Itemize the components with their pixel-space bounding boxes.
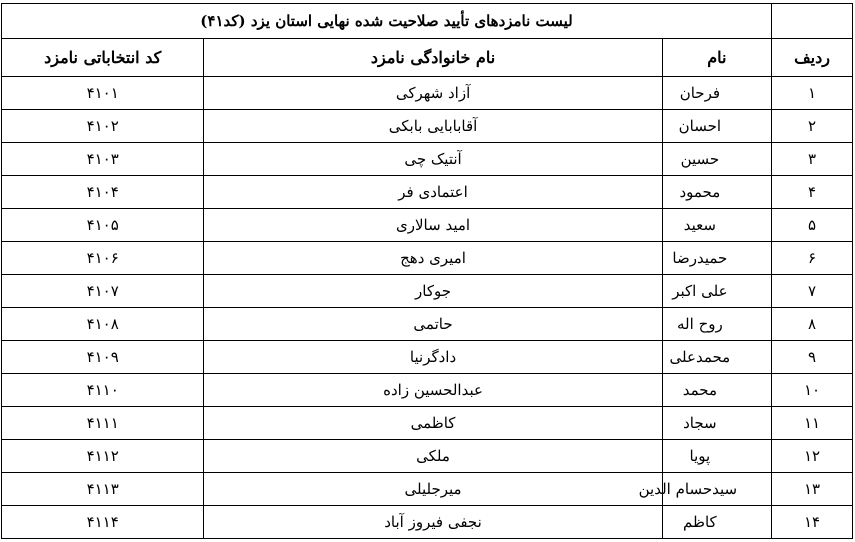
header-family: نام خانوادگی نامزد bbox=[204, 39, 662, 77]
table-row bbox=[2, 506, 853, 539]
table-row bbox=[2, 440, 853, 473]
row-name-cell: محمد bbox=[662, 374, 771, 407]
row-family-cell: آزاد شهرکی bbox=[204, 77, 662, 110]
row-family-cell: آقابابایی بابکی bbox=[204, 110, 662, 143]
row-radif-cell: ۹ bbox=[772, 341, 853, 374]
row-family-cell: حاتمی bbox=[204, 308, 662, 341]
row-radif-cell: ۱۳ bbox=[772, 473, 853, 506]
row-code-cell: ۴۱۰۱ bbox=[2, 77, 204, 110]
table-row bbox=[2, 143, 853, 176]
table-row bbox=[2, 473, 853, 506]
row-family-cell: آنتیک چی bbox=[204, 143, 662, 176]
row-name-cell: حمیدرضا bbox=[662, 242, 771, 275]
row-radif-cell: ۳ bbox=[772, 143, 853, 176]
row-code-cell: ۴۱۰۳ bbox=[2, 143, 204, 176]
row-family-cell: جوکار bbox=[204, 275, 662, 308]
row-family-cell: کاظمی bbox=[204, 407, 662, 440]
row-name-cell: علی اکبر bbox=[662, 275, 771, 308]
header-name: نام bbox=[662, 39, 771, 77]
table-row bbox=[2, 275, 853, 308]
row-family-cell: امیری دهج bbox=[204, 242, 662, 275]
row-radif-cell: ۱۲ bbox=[772, 440, 853, 473]
row-name-cell: سیدحسام الدین bbox=[662, 473, 771, 506]
row-radif-cell: ۱۰ bbox=[772, 374, 853, 407]
row-name-cell: فرحان bbox=[662, 77, 771, 110]
row-radif-cell: ۱۱ bbox=[772, 407, 853, 440]
row-radif-cell: ۵ bbox=[772, 209, 853, 242]
table-row bbox=[2, 374, 853, 407]
table-row bbox=[2, 308, 853, 341]
row-name-cell: احسان bbox=[662, 110, 771, 143]
row-radif-cell: ۱۴ bbox=[772, 506, 853, 539]
header-code: کد انتخاباتی نامزد bbox=[2, 39, 204, 77]
row-code-cell: ۴۱۰۲ bbox=[2, 110, 204, 143]
row-code-cell: ۴۱۱۱ bbox=[2, 407, 204, 440]
row-name-cell: سعید bbox=[662, 209, 771, 242]
table-row bbox=[2, 176, 853, 209]
row-name-cell: حسین bbox=[662, 143, 771, 176]
header-radif: ردیف bbox=[772, 39, 853, 77]
row-radif-cell: ۶ bbox=[772, 242, 853, 275]
row-code-cell: ۴۱۱۰ bbox=[2, 374, 204, 407]
row-name-cell: کاظم bbox=[662, 506, 771, 539]
table-row bbox=[2, 209, 853, 242]
candidates-table bbox=[1, 3, 853, 539]
row-code-cell: ۴۱۱۲ bbox=[2, 440, 204, 473]
row-name-cell: محمود bbox=[662, 176, 771, 209]
row-family-cell: دادگرنیا bbox=[204, 341, 662, 374]
table-row bbox=[2, 341, 853, 374]
row-radif-cell: ۱ bbox=[772, 77, 853, 110]
row-family-cell: امید سالاری bbox=[204, 209, 662, 242]
row-family-cell: ملکی bbox=[204, 440, 662, 473]
row-name-cell: روح اله bbox=[662, 308, 771, 341]
row-code-cell: ۴۱۰۹ bbox=[2, 341, 204, 374]
table-row bbox=[2, 242, 853, 275]
row-radif-cell: ۷ bbox=[772, 275, 853, 308]
row-name-cell: پویا bbox=[662, 440, 771, 473]
title-empty-cell bbox=[772, 4, 853, 39]
row-radif-cell: ۲ bbox=[772, 110, 853, 143]
row-code-cell: ۴۱۱۴ bbox=[2, 506, 204, 539]
header-row bbox=[2, 39, 853, 77]
row-family-cell: اعتمادی فر bbox=[204, 176, 662, 209]
row-code-cell: ۴۱۰۴ bbox=[2, 176, 204, 209]
row-family-cell: میرجلیلی bbox=[204, 473, 662, 506]
row-radif-cell: ۸ bbox=[772, 308, 853, 341]
row-name-cell: محمدعلی bbox=[662, 341, 771, 374]
table-title: لیست نامزدهای تأیید صلاحیت شده نهایی استان یزد (کد۴۱) bbox=[2, 4, 772, 39]
table-row bbox=[2, 407, 853, 440]
title-row bbox=[2, 4, 853, 39]
row-code-cell: ۴۱۰۷ bbox=[2, 275, 204, 308]
row-code-cell: ۴۱۰۶ bbox=[2, 242, 204, 275]
row-family-cell: عبدالحسین زاده bbox=[204, 374, 662, 407]
table-row bbox=[2, 77, 853, 110]
row-family-cell: نجفی فیروز آباد bbox=[204, 506, 662, 539]
row-name-cell: سجاد bbox=[662, 407, 771, 440]
row-radif-cell: ۴ bbox=[772, 176, 853, 209]
row-code-cell: ۴۱۰۸ bbox=[2, 308, 204, 341]
row-code-cell: ۴۱۰۵ bbox=[2, 209, 204, 242]
row-code-cell: ۴۱۱۳ bbox=[2, 473, 204, 506]
table-row bbox=[2, 110, 853, 143]
